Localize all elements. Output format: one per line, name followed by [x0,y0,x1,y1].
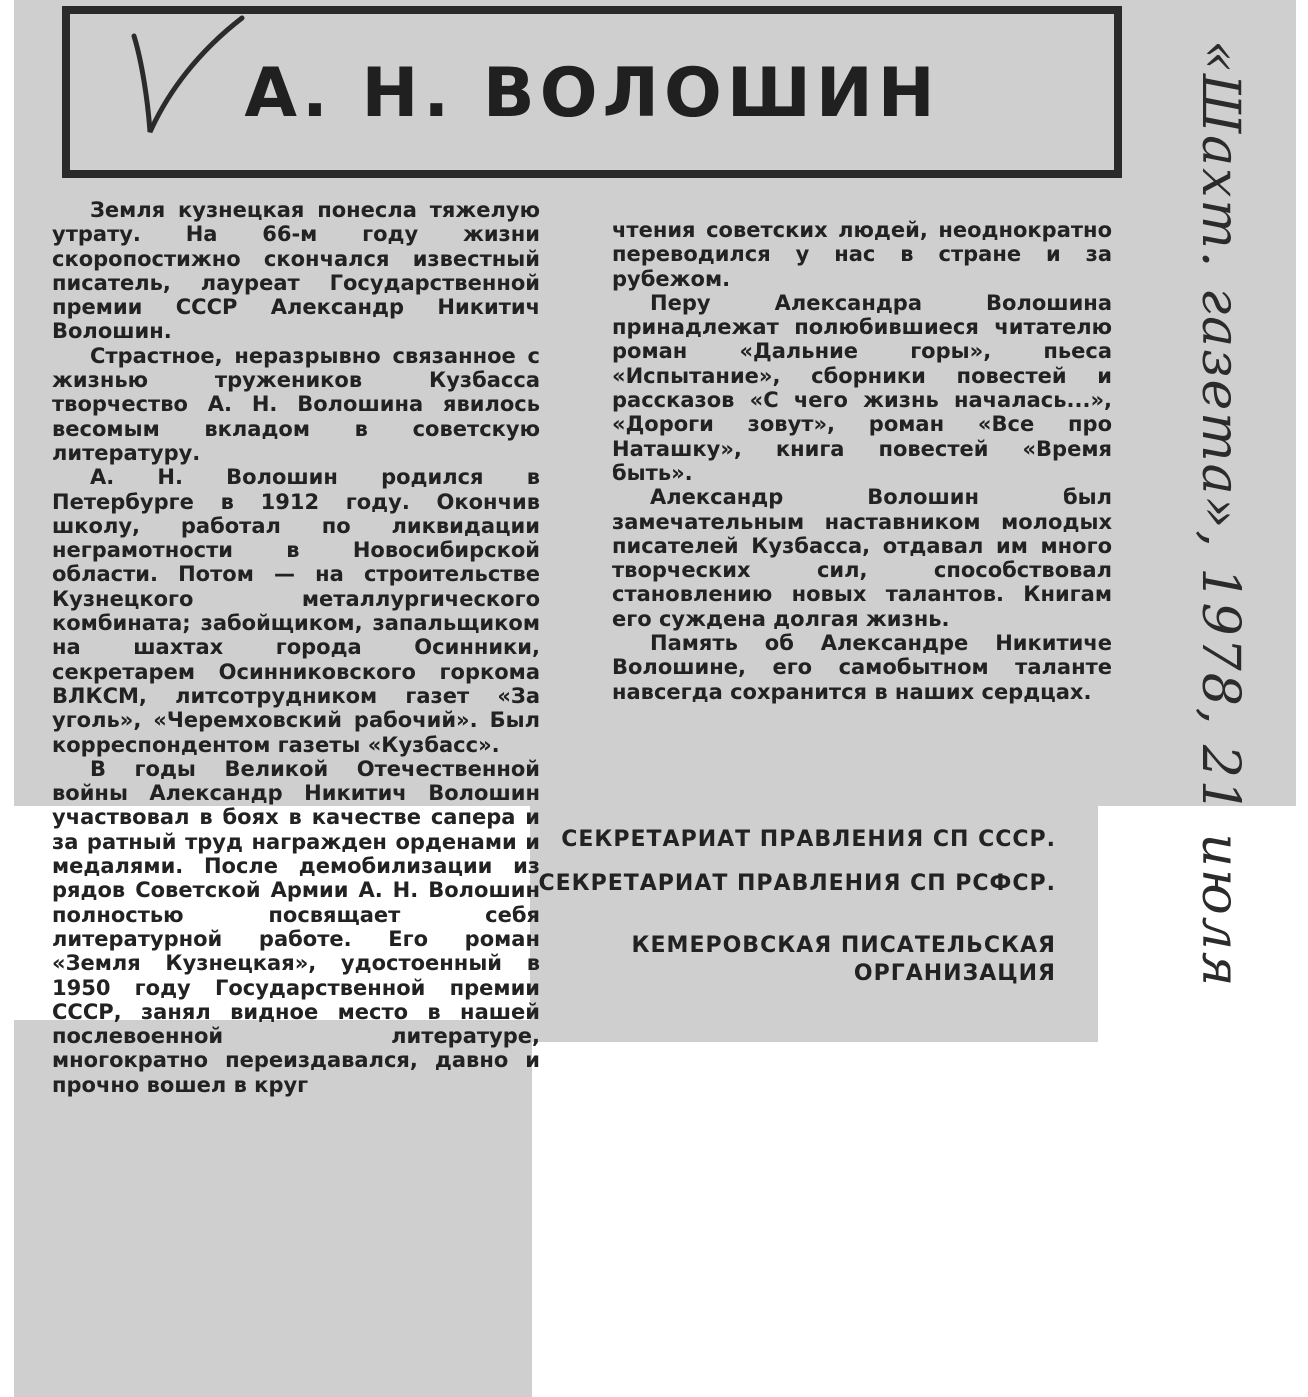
paragraph: А. Н. Волошин родился в Петербурге в 1912 году. Окончив школу, работал по ликвидации неграмотности в Новосибирской области. Потом — на строительстве Кузнецкого металлургического комбината; забойщиком, запальщиком на шахтах города Осинники, секретарем Осинниковского горкома ВЛКСМ, литсотрудником газет «За уголь», «Черемховский рабочий». Был корреспондентом газеты «Кузбасс». [52,465,540,757]
paragraph: В годы Великой Отечественной войны Александр Никитич Волошин участвовал в боях в качестве сапера и за ратный труд награжден орденами и медалями. После демобилизации из рядов Советской Армии А. Н. Волошин полностью посвящает себя литературной работе. Его роман «Земля Кузнецкая», удостоенный в 1950 году Государственной премии СССР, занял видное место в нашей послевоенной литературе, многократно переиздавался, давно и прочно вошел в круг [52,756,540,1097]
paragraph: чтения советских людей, неоднократно переводился у нас в стране и за рубежом. [612,218,1112,291]
paragraph: Александр Волошин был замечательным наставником молодых писателей Кузбасса, отдавал им много творческих сил, способствовал становлению новых талантов. Книгам его суждена долгая жизнь. [612,485,1112,631]
handwritten-source-note: «Шахт. газета», 1978, 21 июля [1190,40,1250,989]
signature-line: КЕМЕРОВСКАЯ ПИСАТЕЛЬСКАЯ ОРГАНИЗАЦИЯ [631,933,1056,986]
signature-line: СЕКРЕТАРИАТ ПРАВЛЕНИЯ СП СССР. [561,827,1056,852]
paragraph: Память об Александре Никитиче Волошине, его самобытном таланте навсегда сохранится в наших сердцах. [612,631,1112,704]
paragraph: Страстное, неразрывно связанное с жизнью тружеников Кузбасса творчество А. Н. Волошина явилось весомым вкладом в советскую литературу. [52,343,540,465]
handwritten-check-mark-icon [128,12,248,138]
paragraph: Перу Александра Волошина принадлежат полюбившиеся читателю роман «Дальние горы», пьеса «Испытание», сборники повестей и рассказов «С чего жизнь началась...», «Дороги зовут», роман «Все про Наташку», книга повестей «Время быть». [612,290,1112,485]
signature-line: СЕКРЕТАРИАТ ПРАВЛЕНИЯ СП РСФСР. [538,871,1056,896]
headline: А. Н. ВОЛОШИН [244,54,940,133]
paragraph: Земля кузнецкая понесла тяжелую утрату. На 66-м году жизни скоропостижно скончался известный писатель, лауреат Государственной премии СССР Александр Никитич Волошин. [52,198,540,344]
article-right-column [612,218,1112,704]
article-left-column [52,198,540,1097]
